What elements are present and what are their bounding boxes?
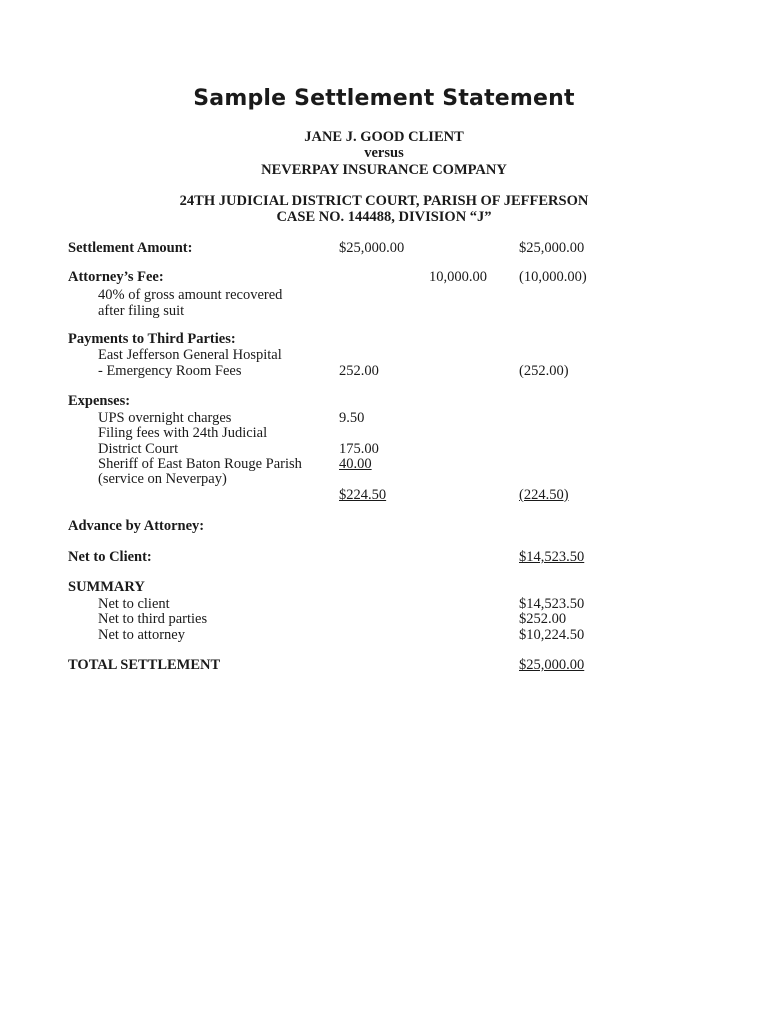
net-to-client-total: $14,523.50 <box>519 549 585 565</box>
third-parties-label: Payments to Third Parties: <box>68 331 236 347</box>
expense-ups-label: UPS overnight charges <box>98 410 232 426</box>
versus-text: versus <box>364 145 404 161</box>
summary-client-amount: $14,523.50 <box>519 596 585 612</box>
plaintiff-name: JANE J. GOOD CLIENT <box>304 129 464 145</box>
settlement-amount-value: $25,000.00 <box>339 240 405 256</box>
third-party-amount: 252.00 <box>339 363 379 379</box>
third-party-line-2: - Emergency Room Fees <box>98 363 242 379</box>
summary-attorney-amount: $10,224.50 <box>519 627 585 643</box>
total-settlement-amount: $25,000.00 <box>519 657 585 673</box>
expense-sheriff-amount: 40.00 <box>339 456 372 472</box>
defendant-name: NEVERPAY INSURANCE COMPANY <box>261 162 507 178</box>
settlement-amount-label: Settlement Amount: <box>68 240 193 256</box>
court-name: 24TH JUDICIAL DISTRICT COURT, PARISH OF JEFFERSON <box>179 193 589 209</box>
total-settlement-label: TOTAL SETTLEMENT <box>68 657 221 673</box>
summary-label: SUMMARY <box>68 579 145 595</box>
summary-third-amount: $252.00 <box>519 611 567 627</box>
third-party-line-1: East Jefferson General Hospital <box>98 347 282 363</box>
settlement-amount-total: $25,000.00 <box>519 240 585 256</box>
page-title: Sample Settlement Statement <box>193 86 575 111</box>
expense-ups-amount: 9.50 <box>339 410 365 426</box>
expense-filing-line-1: Filing fees with 24th Judicial <box>98 425 268 441</box>
net-to-client-label: Net to Client: <box>68 549 152 565</box>
advance-label: Advance by Attorney: <box>68 518 205 534</box>
expenses-label: Expenses: <box>68 393 131 409</box>
expense-filing-line-2: District Court <box>98 441 179 457</box>
expense-filing-amount: 175.00 <box>339 441 379 457</box>
expense-subtotal: $224.50 <box>339 487 387 503</box>
attorney-fee-total: (10,000.00) <box>519 269 587 285</box>
case-number: CASE NO. 144488, DIVISION “J” <box>276 209 492 225</box>
attorney-fee-amount: 10,000.00 <box>429 269 487 285</box>
attorney-fee-note-1: 40% of gross amount recovered <box>98 287 283 303</box>
summary-client-label: Net to client <box>98 596 170 612</box>
attorney-fee-label: Attorney’s Fee: <box>68 269 164 285</box>
summary-third-label: Net to third parties <box>98 611 208 627</box>
third-party-total: (252.00) <box>519 363 569 379</box>
attorney-fee-note-2: after filing suit <box>98 303 185 319</box>
expense-sheriff-line-1: Sheriff of East Baton Rouge Parish <box>98 456 302 472</box>
expense-sheriff-line-2: (service on Neverpay) <box>98 471 227 487</box>
expense-total: (224.50) <box>519 487 569 503</box>
summary-attorney-label: Net to attorney <box>98 627 185 643</box>
